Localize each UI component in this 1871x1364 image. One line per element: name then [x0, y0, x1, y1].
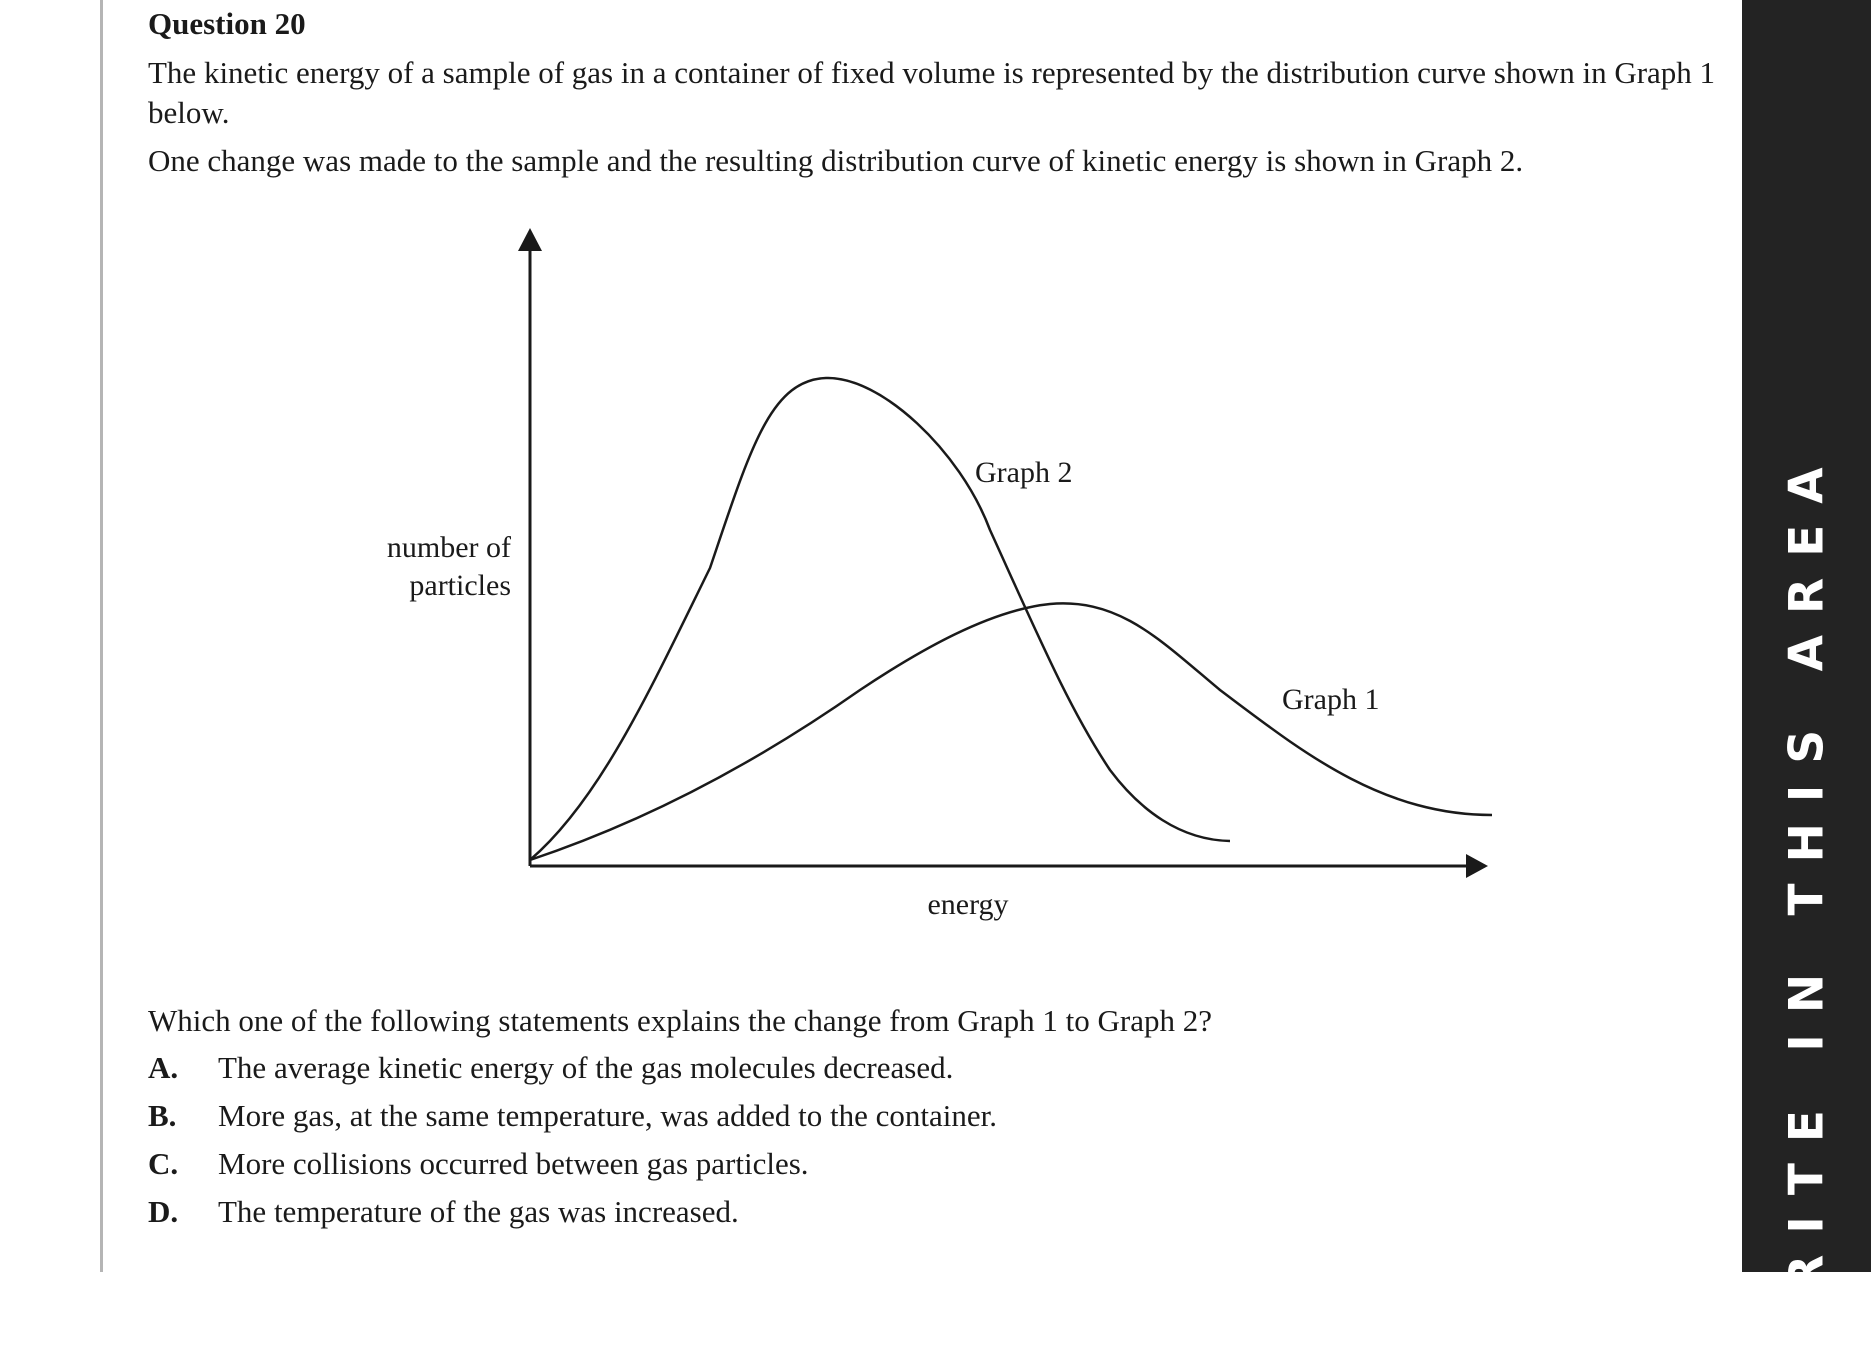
y-axis-label-line-1: number of — [386, 531, 511, 564]
question-prompt: Which one of the following statements explains the change from Graph 1 to Graph 2? — [148, 1003, 1213, 1038]
option-letter: D. — [148, 1194, 179, 1229]
write-in-this-area-band — [1742, 0, 1871, 1364]
y-axis-label-line-2: particles — [409, 569, 511, 602]
graph-1-curve — [530, 603, 1492, 860]
graph-1-label: Graph 1 — [1282, 683, 1380, 716]
question-title: Question 20 — [148, 6, 306, 41]
option-text: The temperature of the gas was increased. — [218, 1194, 739, 1229]
x-axis-arrowhead — [1466, 854, 1488, 878]
page-margin-rule — [100, 0, 103, 1272]
option-text: More gas, at the same temperature, was added to the container. — [218, 1098, 998, 1133]
y-axis-arrowhead — [518, 228, 542, 251]
x-axis-label: energy — [927, 888, 1009, 921]
option-letter: B. — [148, 1098, 177, 1133]
option-letter: C. — [148, 1146, 179, 1181]
question-paragraph-2: One change was made to the sample and the resulting distribution curve of kinetic energy is shown in Graph 2. — [148, 143, 1524, 178]
graph-2-curve — [530, 378, 1230, 860]
option-letter: A. — [148, 1050, 179, 1085]
graph-2-label: Graph 2 — [975, 456, 1073, 489]
question-paragraph-1: The kinetic energy of a sample of gas in a container of fixed volume is represented by the distribution curve shown in Graph 1 below. — [148, 55, 1716, 130]
write-in-this-area-text: WRITE IN THIS AREA — [1779, 446, 1834, 1364]
option-text: More collisions occurred between gas particles. — [218, 1146, 809, 1181]
option-text: The average kinetic energy of the gas molecules decreased. — [218, 1050, 954, 1085]
